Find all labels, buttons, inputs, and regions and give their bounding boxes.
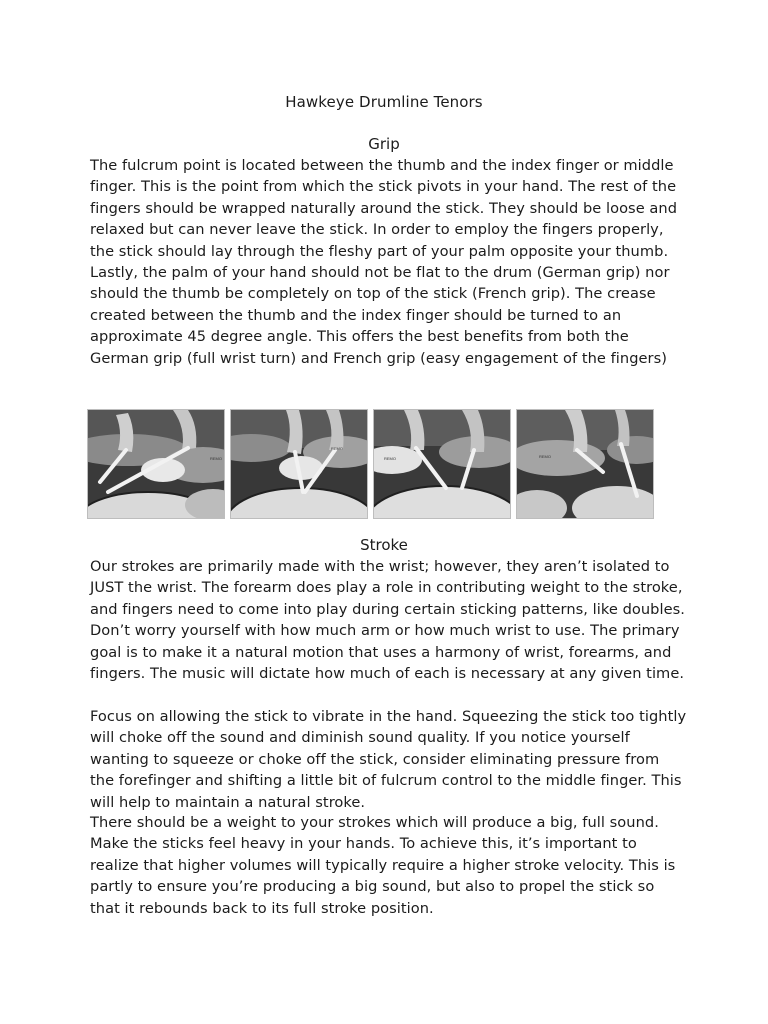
- drum-label-3: REMO: [384, 456, 396, 461]
- grip-photo-1-image: [88, 410, 225, 519]
- grip-photo-1: [87, 409, 225, 519]
- grip-photo-2-image: [231, 410, 368, 519]
- stroke-paragraph-2: Focus on allowing the stick to vibrate in the hand. Squeezing the stick too tightly will choke off the sound and diminish sound quality. If you notice yourself wanting to squeeze or choke off the stick, consider eliminating pressure from the forefinger and shifting a little bit of fulcrum control to the middle finger. This will help to maintain a natural stroke.: [90, 708, 687, 811]
- grip-photo-4-image: [517, 410, 654, 519]
- grip-heading: Grip: [368, 135, 400, 153]
- grip-photo-strip: [87, 409, 655, 519]
- grip-photo-4: [516, 409, 654, 519]
- stroke-paragraph-3: There should be a weight to your strokes which will produce a big, full sound. Make the sticks feel heavy in your hands. To achieve this, it’s important to realize that higher volumes will typically require a higher stroke velocity. This is partly to ensure you’re producing a big sound, but also to propel the stick so that it rebounds back to its full stroke position.: [90, 814, 676, 917]
- grip-photo-2: [230, 409, 368, 519]
- grip-photo-3: [373, 409, 511, 519]
- grip-paragraph: The fulcrum point is located between the thumb and the index finger or middle finger. This is the point from which the stick pivots in your hand. The rest of the fingers should be wrapped naturally around the stick. They should be loose and relaxed but can never leave the stick. In order to employ the fingers properly, the stick should lay through the fleshy part of your palm opposite your thumb. Lastly, the palm of your hand should not be flat to the drum (German grip) nor should the thumb be completely on top of the stick (French grip). The crease created between the thumb and the index finger should be turned to an approximate 45 degree angle. This offers the best benefits from both the German grip (full wrist turn) and French grip (easy engagement of the fingers): [90, 157, 678, 367]
- stroke-heading: Stroke: [360, 536, 408, 554]
- document-title: Hawkeye Drumline Tenors: [285, 93, 483, 111]
- drum-label-2: REMO: [331, 446, 343, 451]
- drum-label-1: REMO: [210, 456, 222, 461]
- stroke-paragraph-1: Our strokes are primarily made with the wrist; however, they aren’t isolated to JUST the wrist. The forearm does play a role in contributing weight to the stroke, and fingers need to come into play during certain sticking patterns, like doubles. Don’t worry yourself with how much arm or how much wrist to use. The primary goal is to make it a natural motion that uses a harmony of wrist, forearms, and fingers. The music will dictate how much of each is necessary at any given time.: [90, 558, 685, 683]
- grip-photo-3-image: [374, 410, 511, 519]
- drum-label-4: REMO: [539, 454, 551, 459]
